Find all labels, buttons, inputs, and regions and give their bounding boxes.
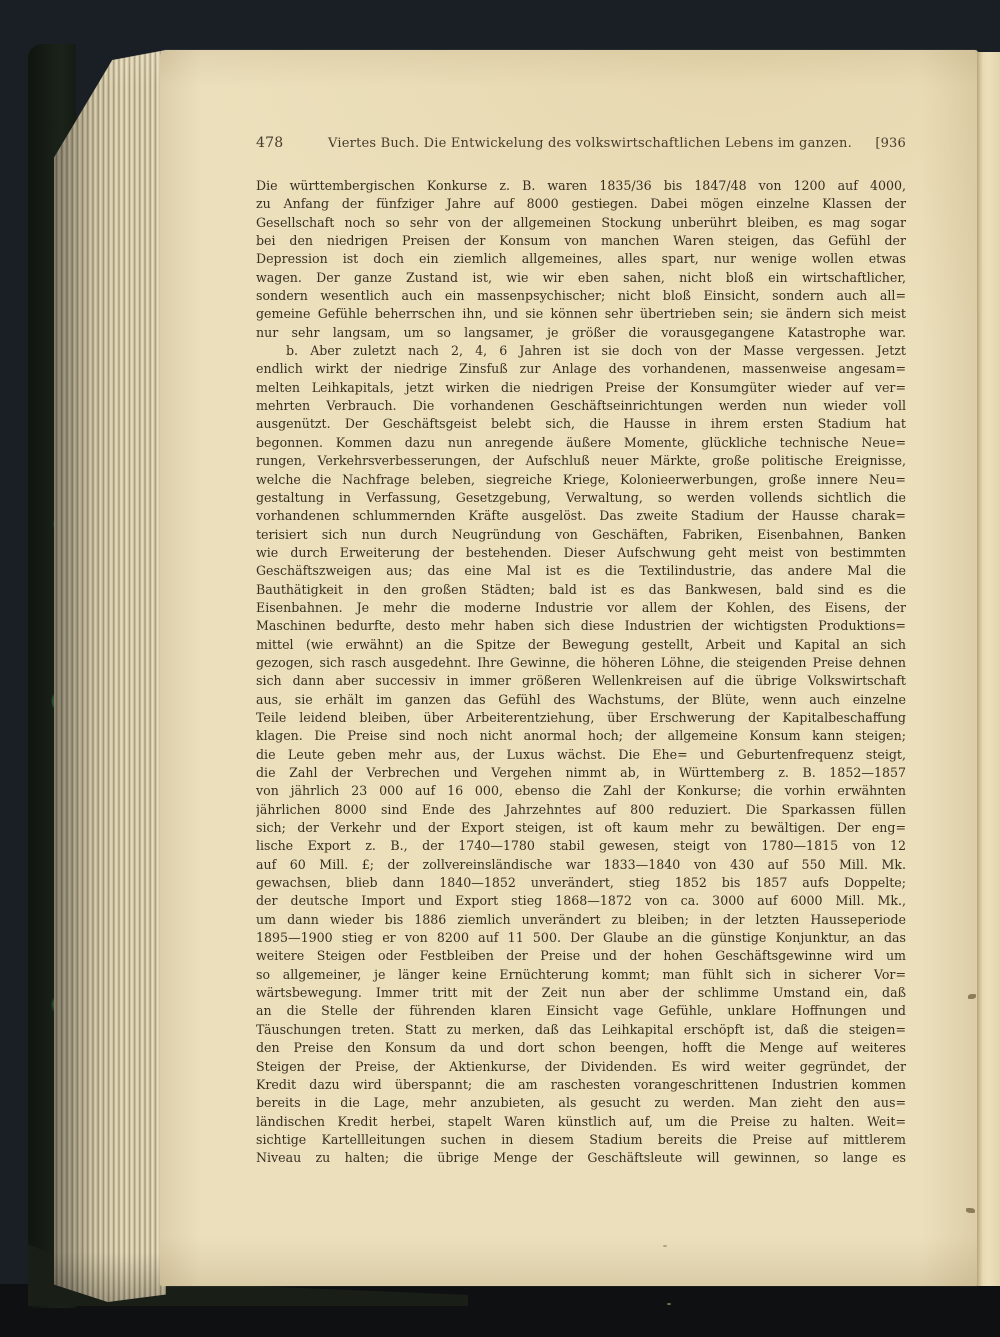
body-text <box>256 177 906 1168</box>
text-line: Täuschungen treten. Statt zu merken, daß das Leihkapital erschöpft ist, daß die steigen= <box>256 1021 906 1037</box>
text-line: von jährlich 23 000 auf 16 000, ebenso die Zahl der Konkurse; die vorhin erwähnten <box>256 783 906 799</box>
text-line: zu Anfang der fünfziger Jahre auf 8000 gestiegen. Dabei mögen einzelne Klassen der <box>256 196 906 212</box>
text-line: Gesellschaft noch so sehr von der allgemeinen Stockung unberührt bleiben, es mag sogar <box>256 214 906 230</box>
text-line: Teile leidend bleiben, über Arbeiterentziehung, über Erschwerung der Kapitalbeschaffung <box>256 709 906 725</box>
text-line: ländischen Kredit herbei, stapelt Waren künstlich auf, um die Preise zu halten. Weit= <box>256 1113 906 1129</box>
ink-speck <box>663 1245 667 1247</box>
text-line: der deutsche Import und Export stieg 1868—1872 von ca. 3000 auf 6000 Mill. Mk., <box>256 893 906 909</box>
gutter-flaw <box>966 1208 975 1213</box>
page-number: 478 <box>256 135 284 151</box>
text-line: Eisenbahnen. Je mehr die moderne Industrie vor allem der Kohlen, des Eisens, der <box>256 599 906 615</box>
ink-speck <box>667 1303 671 1305</box>
text-line: mittel (wie erwähnt) an die Spitze der Bewegung gestellt, Arbeit und Kapital an sich <box>256 636 906 652</box>
text-line: bereits in die Lage, mehr anzubieten, als gesucht zu werden. Man zieht den aus= <box>256 1095 906 1111</box>
text-line: gestaltung in Verfassung, Gesetzgebung, Verwaltung, so werden vollends sichtlich die <box>256 489 906 505</box>
text-line: bei den niedrigen Preisen der Konsum von manchen Waren steigen, das Gefühl der <box>256 233 906 249</box>
text-line: sichtige Kartellleitungen suchen in diesem Stadium bereits die Preise auf mittlerem <box>256 1131 906 1147</box>
text-line: so allgemeiner, je länger keine Ernüchterung kommt; man fühlt sich in sicherer Vor= <box>256 966 906 982</box>
page-gutter-crease <box>977 52 1000 1286</box>
text-line: ausgenützt. Der Geschäftsgeist belebt sich, die Hausse in ihrem ersten Stadium hat <box>256 416 906 432</box>
text-line: 1895—1900 stieg er von 8200 auf 11 500. Der Glaube an die günstige Konjunktur, an das <box>256 930 906 946</box>
text-line: um dann wieder bis 1886 ziemlich unverändert zu bleiben; in der letzten Hausseperiode <box>256 911 906 927</box>
text-line: Kredit dazu wird überspannt; die am raschesten vorangeschrittenen Industrien kommen <box>256 1076 906 1092</box>
text-line: die Leute geben mehr aus, der Luxus wächst. Die Ehe= und Geburtenfrequenz steigt, <box>256 746 906 762</box>
text-line: Geschäftszweigen aus; das eine Mal ist es die Textilindustrie, das andere Mal die <box>256 563 906 579</box>
text-line: Depression ist doch ein ziemlich allgemeines, alles spart, nur wenige wollen etwas <box>256 251 906 267</box>
text-line: jährlichen 8000 sind Ende des Jahrzehntes auf 800 reduziert. Die Sparkassen füllen <box>256 801 906 817</box>
text-line: wärtsbewegung. Immer tritt mit der Zeit nun aber der schlimme Umstand ein, daß <box>256 985 906 1001</box>
text-line: Niveau zu halten; die übrige Menge der Geschäftsleute will gewinnen, so lange es <box>256 1150 906 1166</box>
text-line: b. Aber zuletzt nach 2, 4, 6 Jahren ist sie doch von der Masse vergessen. Jetzt <box>286 343 906 359</box>
text-line: die Zahl der Verbrechen und Vergehen nimmt ab, in Württemberg z. B. 1852—1857 <box>256 765 906 780</box>
text-line: Bauthätigkeit in den großen Städten; bald ist es das Bankwesen, bald sind es die <box>256 581 906 597</box>
page-stack-fore-edge <box>54 50 166 1302</box>
text-line: sich dann aber successiv in immer größeren Wellenkreisen auf die übrige Volkswirtschaft <box>256 673 906 689</box>
running-title: Viertes Buch. Die Entwickelung des volkswirtschaftlichen Lebens im ganzen. <box>328 136 852 151</box>
text-line: gezogen, sich rasch ausgedehnt. Ihre Gewinne, die höheren Löhne, die steigenden Preise dehnen <box>256 654 906 670</box>
column-reference-number: [936 <box>875 136 906 151</box>
text-line: sich; der Verkehr und der Export steigen, ist oft kaum mehr zu bewältigen. Der eng= <box>256 820 906 836</box>
text-line: endlich wirkt der niedrige Zinsfuß zur Anlage des vorhandenen, massenweise angesam= <box>256 361 906 377</box>
text-line: gemeine Gefühle beherrschen ihn, und sie können sehr übertrieben sein; sie ändern sich meist <box>256 306 906 322</box>
text-line: wie durch Erweiterung der bestehenden. Dieser Aufschwung geht meist von bestimmten <box>256 544 906 560</box>
text-line: klagen. Die Preise sind noch nicht anormal hoch; der allgemeine Konsum kann steigen; <box>256 728 906 744</box>
text-line: welche die Nachfrage beleben, siegreiche Kriege, Kolonieerwerbungen, große innere Neu= <box>256 471 906 487</box>
text-line: sondern wesentlich auch ein massenpsychischer; nicht bloß Einsicht, sondern auch all= <box>256 288 906 304</box>
text-line: weitere Steigen oder Festbleiben der Preise und der hohen Geschäftsgewinne wird um <box>256 948 906 964</box>
text-line: Steigen der Preise, der Aktienkurse, der Dividenden. Es wird weiter gegründet, der <box>256 1058 906 1074</box>
book-page <box>160 50 978 1286</box>
text-line: mehrten Verbrauch. Die vorhandenen Geschäftseinrichtungen werden nun wieder voll <box>256 398 906 414</box>
text-line: nur sehr langsam, um so langsamer, je größer die vorausgegangene Katastrophe war. <box>256 324 906 340</box>
text-line: den Preise den Konsum da und dort schon beengen, hofft die Menge auf weiteres <box>256 1040 906 1056</box>
gutter-flaw <box>968 994 976 999</box>
text-line: vorhandenen schlummernden Kräfte ausgelöst. Das zweite Stadium der Hausse charak= <box>256 508 906 524</box>
text-line: lische Export z. B., der 1740—1780 stabil gewesen, steigt von 1780—1815 von 12 <box>256 838 906 854</box>
text-line: Maschinen bedurfte, desto mehr haben sich diese Industrien der wichtigsten Produktions= <box>256 618 906 634</box>
text-line: wagen. Der ganze Zustand ist, wie wir eben sahen, nicht bloß ein wirtschaftlicher, <box>256 269 906 285</box>
text-line: gewachsen, blieb dann 1840—1852 unverändert, stieg 1852 bis 1857 aufs Doppelte; <box>256 875 906 891</box>
text-line: Die württembergischen Konkurse z. B. waren 1835/36 bis 1847/48 von 1200 auf 4000, <box>256 178 906 193</box>
text-line: aus, sie erhält im ganzen das Gefühl des Wachstums, der Blüte, wenn auch einzelne <box>256 691 906 707</box>
text-line: an die Stelle der führenden klaren Einsicht vage Gefühle, unklare Hoffnungen und <box>256 1003 906 1019</box>
text-line: auf 60 Mill. £; der zollvereinsländische war 1833—1840 von 430 auf 550 Mill. Mk. <box>256 856 906 872</box>
text-line: terisiert sich nun durch Neugründung von Geschäften, Fabriken, Eisenbahnen, Banken <box>256 526 906 542</box>
text-line: rungen, Verkehrsverbesserungen, der Aufschluß neuer Märkte, große politische Ereignisse, <box>256 453 906 469</box>
page-header <box>256 135 906 155</box>
text-line: melten Leihkapitals, jetzt wirken die niedrigen Preise der Konsumgüter wieder auf ver= <box>256 379 906 395</box>
text-line: begonnen. Kommen dazu nun anregende äußere Momente, glückliche technische Neue= <box>256 434 906 450</box>
